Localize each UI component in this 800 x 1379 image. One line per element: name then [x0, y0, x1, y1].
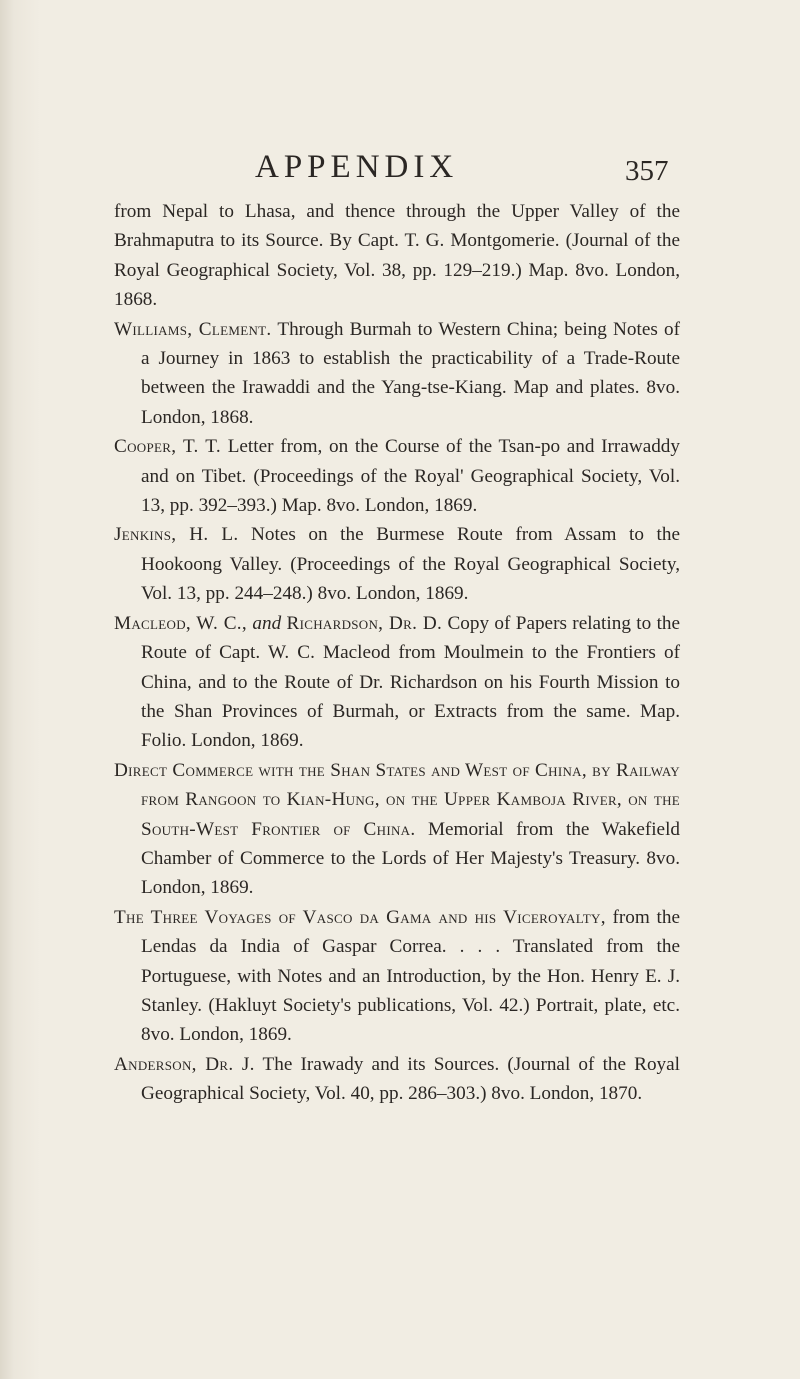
bibliography-list [114, 197, 680, 1109]
bibliography-entry [114, 756, 680, 903]
page-number: 357 [625, 155, 669, 187]
entry-author: Anderson, Dr. J. [114, 1053, 255, 1075]
bibliography-entry [114, 432, 680, 520]
bibliography-entry [114, 520, 680, 608]
entry-author: Jenkins, H. L. [114, 524, 239, 546]
entry-author: Cooper, T. T. [114, 436, 221, 458]
entry-text: Notes on the Burmese Route from Assam to the Hookoong Valley. (Proceedings of the Royal Geographical Society, Vol. 13, pp. 244–248.) 8vo. London, 1869. [141, 524, 680, 605]
entry-text: from Nepal to Lhasa, and thence through the Upper Valley of the Brahmaputra to its Source. By Capt. T. G. Montgomerie. (Journal of the Royal Geographical Society, Vol. 38, pp. 129–219.) Map. 8vo. London, 1868. [114, 201, 680, 311]
bibliography-entry-continued [114, 197, 680, 315]
bibliography-entry [114, 609, 680, 756]
running-head [0, 147, 800, 191]
running-title: APPENDIX [255, 149, 459, 185]
entry-author: The Three Voyages of Vasco da Gama and his Viceroyalty, [114, 906, 606, 928]
entry-author: Macleod, W. C., [114, 612, 248, 634]
entry-author: Direct Commerce with the Shan States and West of China, by Railway from Rangoon to Kian-Hung, on the Upper Kamboja River, on the South-West Frontier of China. [114, 759, 680, 840]
bibliography-entry [114, 315, 680, 433]
entry-author: Williams, Clement. [114, 318, 272, 340]
bibliography-entry [114, 903, 680, 1050]
entry-text: Memorial from the Wakefield Chamber of Commerce to the Lords of Her Majesty's Treasury. 8vo. London, 1869. [141, 818, 680, 899]
entry-text: Through Burmah to Western China; being Notes of a Journey in 1863 to establish the practicability of a Trade-Route between the Irawaddi and the Yang-tse-Kiang. Map and plates. 8vo. London, 1868. [141, 318, 680, 428]
entry-text: Letter from, on the Course of the Tsan-po and Irrawaddy and on Tibet. (Proceedings of the Royal' Geographical Society, Vol. 13, pp. 392–393.) Map. 8vo. London, 1869. [141, 436, 680, 517]
bibliography-entry [114, 1050, 680, 1109]
entry-text: The Irawady and its Sources. (Journal of the Royal Geographical Society, Vol. 40, pp. 286–303.) 8vo. London, 1870. [141, 1053, 680, 1105]
entry-author-second: Richardson, Dr. D. [286, 612, 443, 634]
entry-text: from the Lendas da India of Gaspar Correa. . . . Translated from the Portuguese, with Notes and an Introduction, by the Hon. Henry E. J. Stanley. (Hakluyt Society's publications, Vol. 42.) Portrait, plate, etc. 8vo. London, 1869. [141, 906, 680, 1046]
entry-text: Copy of Papers relating to the Route of Capt. W. C. Macleod from Moulmein to the Frontiers of China, and to the Route of Dr. Richardson on his Fourth Mission to the Shan Provinces of Burmah, or Extracts from the same. Map. Folio. London, 1869. [141, 612, 681, 752]
entry-conjunction: and [247, 612, 287, 634]
